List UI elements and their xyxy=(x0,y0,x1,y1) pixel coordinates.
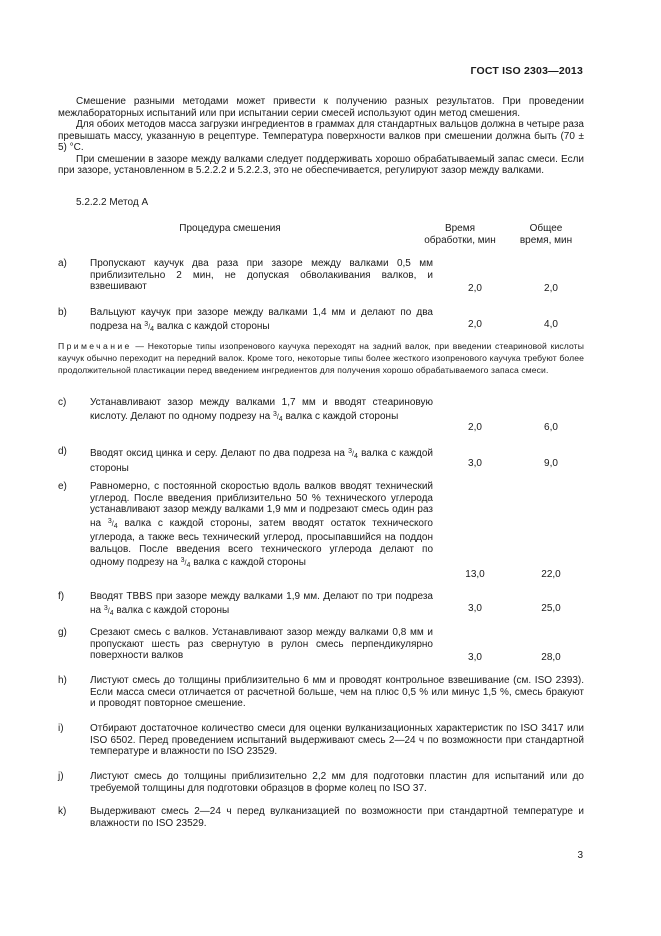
fraction-numerator: 3 xyxy=(107,517,112,525)
fraction-denominator: 4 xyxy=(186,562,191,569)
step-text: Срезают смесь с валков. Устанавливают зазор между валками 0,8 мм и пропускают шесть раз свернутую в рулон смесь перпендикулярно поверхности валков xyxy=(90,627,433,661)
fraction-numerator: 3 xyxy=(348,448,353,455)
column-header-procedure: Процедура смешения xyxy=(179,223,281,234)
fraction-denominator: 4 xyxy=(278,415,283,423)
step-text: Отбирают достаточное количество смеси для оценки вулканизационных характеристик по ISO 3417 или ISO 6502. Перед проведением испытаний выдерживают смесь 2—24 ч по возможности при стандартной температуре и влажности по ISO 23529. xyxy=(90,723,584,757)
step-text: Листуют смесь до толщины приблизительно 2,2 мм для подготовки пластин для испытаний или до требуемой толщины для подготовки образцов в форме колец по ISO 37. xyxy=(90,771,584,794)
fraction-three-quarters: $^3/_4$ xyxy=(107,517,118,530)
step-text xyxy=(90,591,433,619)
step-text: Пропускают каучук два раза при зазоре между валками 0,5 мм приблизительно 2 мин, не допуская обволакивания валков, и взвешивают xyxy=(90,258,433,292)
step-text: Выдерживают смесь 2—24 ч перед вулканизацией по возможности при стандартной температуре и влажности по ISO 23529. xyxy=(90,806,584,829)
fraction-numerator: 3 xyxy=(272,410,277,418)
step-time: 2,0 xyxy=(468,319,482,330)
fraction-denominator: 4 xyxy=(113,522,118,530)
step-label: e) xyxy=(58,481,67,492)
step-total: 25,0 xyxy=(541,603,561,614)
step-time: 3,0 xyxy=(468,652,482,663)
fraction-three-quarters: $^3/_4$ xyxy=(103,604,114,617)
method-heading: 5.2.2.2 Метод А xyxy=(76,197,149,208)
fraction-numerator: 3 xyxy=(144,320,149,328)
step-label: k) xyxy=(58,806,67,817)
step-text-part: Равномерно, с постоянной скоростью вдоль валков вводят технический углерод. После введения приблизительно 50 % технического углерода устанавливают зазор между валками 1,9 мм и подрезают смесь один раз на xyxy=(90,481,433,529)
step-time: 2,0 xyxy=(468,422,482,433)
step-label: h) xyxy=(58,675,67,686)
fraction-three-quarters: $^3/_4$ xyxy=(348,448,358,460)
fraction-numerator: 3 xyxy=(180,557,185,564)
step-total: 6,0 xyxy=(544,422,558,433)
step-total: 28,0 xyxy=(541,652,561,663)
step-text-part: валка с каждой стороны xyxy=(156,320,270,332)
step-text xyxy=(90,446,433,474)
step-text-part: Вводят TBBS при зазоре между валками 1,9 мм. Делают по три подреза на xyxy=(90,591,433,616)
fraction-denominator: 4 xyxy=(109,609,114,617)
step-label: j) xyxy=(58,771,64,782)
step-time: 3,0 xyxy=(468,603,482,614)
intro-paragraph: При смешении в зазоре между валками следует поддерживать хорошо обрабатываемый запас смеси. Если при зазоре, установленном в 5.2.2.2 и 5.2.2.3, это не обеспечивается, регулируют зазор между валками. xyxy=(58,153,584,176)
step-label: c) xyxy=(58,397,67,408)
step-time: 13,0 xyxy=(465,569,485,580)
column-header-time-line: Время xyxy=(444,223,476,234)
note xyxy=(58,340,584,377)
column-header-total-line: Общее xyxy=(529,223,563,234)
step-text-part: Вводят оксид цинка и серу. Делают по два подреза на xyxy=(90,448,345,459)
step-label: a) xyxy=(58,258,67,269)
step-text-part: валка с каждой стороны xyxy=(116,604,230,616)
step-text xyxy=(90,307,433,335)
step-text-part: валка с каждой стороны xyxy=(90,448,433,474)
step-label: d) xyxy=(58,446,67,457)
intro-text xyxy=(58,96,584,177)
step-text-part: валка с каждой стороны, затем вводят остаток технического углерода, а также весь технический углерод, просыпавшийся на поддон вальцов. После введения всего технического углерода делают по одному подрезу на xyxy=(90,517,433,568)
note-lead: Примечание xyxy=(58,341,132,351)
step-text-part: валка с каждой стороны xyxy=(285,410,399,422)
fraction-numerator: 3 xyxy=(103,604,108,612)
column-header-time xyxy=(415,223,505,247)
fraction-three-quarters: $^3/_4$ xyxy=(272,410,283,423)
step-text xyxy=(90,481,433,572)
step-text-part: Устанавливают зазор между валками 1,7 мм и вводят стеариновую кислоту. Делают по одному подрезу на xyxy=(90,397,433,422)
step-total: 22,0 xyxy=(541,569,561,580)
step-total: 4,0 xyxy=(544,319,558,330)
fraction-three-quarters: $^3/_4$ xyxy=(180,557,191,569)
step-label: g) xyxy=(58,627,67,638)
fraction-denominator: 4 xyxy=(354,453,358,460)
fraction-denominator: 4 xyxy=(150,325,155,333)
step-time: 2,0 xyxy=(468,283,482,294)
step-label: i) xyxy=(58,723,64,734)
note-text: — Некоторые типы изопренового каучука переходят на задний валок, при введении стеариновой кислоты каучук обычно переходит на передний валок. Кроме того, некоторые типы более жесткого изопренового каучука требуют более продолжительной пластикации перед введением ингредиентов для получения хорошо обрабатываемого запаса смеси. xyxy=(58,341,584,376)
intro-paragraph: Для обоих методов масса загрузки ингредиентов в граммах для стандартных вальцов должна в четыре раза превышать массу, указанную в рецептуре. Температура поверхности валков при смешении должна быть (70 ± 5) °С. xyxy=(58,119,584,153)
page-number: 3 xyxy=(577,850,583,861)
column-header-total xyxy=(510,223,582,247)
step-label: b) xyxy=(58,307,67,318)
fraction-three-quarters: $^3/_4$ xyxy=(144,320,155,333)
document-header: ГОСТ ISO 2303—2013 xyxy=(470,65,583,77)
column-header-time-line: обработки, мин xyxy=(424,235,496,246)
step-text-part: Вальцуют каучук при зазоре между валками 1,4 мм и делают по два подреза на xyxy=(90,307,433,332)
column-header-total-line: время, мин xyxy=(519,235,573,246)
step-text: Листуют смесь до толщины приблизительно 6 мм и проводят контрольное взвешивание (см. ISO 2393). Если масса смеси отличается от расчетной больше, чем на плюс 0,5 % или минус 1,5 %, смесь бракуют и проводят повторное смешение. xyxy=(90,675,584,709)
step-total: 2,0 xyxy=(544,283,558,294)
step-text-part: валка с каждой стороны xyxy=(193,557,306,568)
step-label: f) xyxy=(58,591,65,602)
intro-paragraph: Смешение разными методами может привести к получению разных результатов. При проведении межлабораторных испытаний или при испытании серии смесей используют один метод смешения. xyxy=(58,96,584,119)
step-text xyxy=(90,397,433,425)
step-time: 3,0 xyxy=(468,458,482,469)
step-total: 9,0 xyxy=(544,458,558,469)
